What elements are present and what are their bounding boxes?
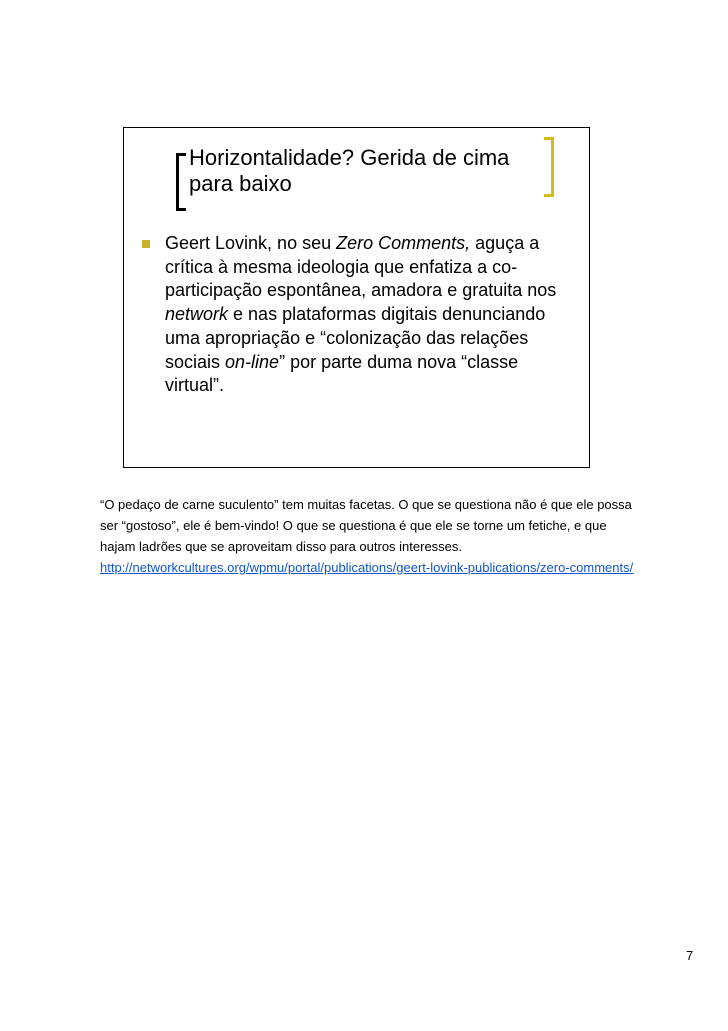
right-bracket-decoration bbox=[544, 137, 554, 197]
slide-title: Horizontalidade? Gerida de cima para baixo bbox=[189, 145, 510, 196]
left-bracket-decoration bbox=[176, 153, 186, 211]
speaker-notes bbox=[100, 494, 640, 578]
bullet-text-part: Geert Lovink, no seu bbox=[165, 233, 337, 253]
notes-link[interactable]: http://networkcultures.org/wpmu/portal/publications/geert-lovink-publications/zero-comments/ bbox=[100, 560, 634, 575]
bullet-emphasis: network bbox=[165, 304, 229, 325]
bullet-emphasis: Zero Comments, bbox=[336, 233, 471, 253]
bullet-emphasis: on-line bbox=[225, 351, 280, 372]
bullet-text-part: e nas plataformas digitais denunciando uma apropriação e “colonização das relações sociais bbox=[165, 304, 546, 372]
bullet-text-part: aguça a crítica à mesma ideologia que enfatiza a co-participação espontânea, amadora e gratuita nos bbox=[165, 233, 557, 301]
notes-paragraph: “O pedaço de carne suculento” tem muitas facetas. O que se questiona não é que ele possa ser “gostoso”, ele é bem-vindo! O que se questiona é que ele se torne um fetiche, e que hajam ladrões que se aproveitam disso para outros interesses. bbox=[100, 497, 632, 554]
bullet-text-part: ” por parte duma nova “classe virtual”. bbox=[165, 351, 519, 396]
page-number: 7 bbox=[686, 948, 694, 963]
slide-frame bbox=[123, 127, 590, 468]
bullet-text bbox=[165, 232, 565, 398]
square-bullet-icon bbox=[142, 240, 150, 248]
